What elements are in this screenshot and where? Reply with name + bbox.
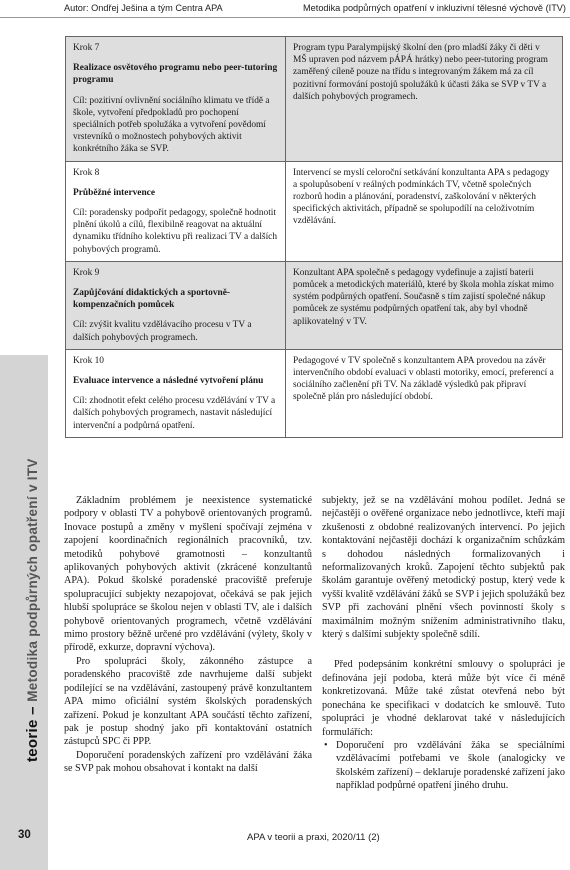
step-title: Zapůjčování didaktických a sportovně-kompenzačních pomůcek bbox=[73, 288, 231, 311]
table-row bbox=[66, 161, 563, 261]
paragraph: Doporučení poradenských zařízení pro vzdělávání žáka se SVP pak mohou obsahovat i kontakt na další bbox=[64, 749, 312, 775]
step-cell bbox=[66, 261, 286, 349]
step-description: Pedagogové v TV společně s konzultantem APA provedou na závěr intervenčního období evaluaci v oblasti motoriky, emocí, preferencí a sociálního začlenění při TV. Na základě výsledků pak připraví společně plán pro následující období. bbox=[286, 349, 563, 437]
journal-citation: APA v teorii a praxi, 2020/11 (2) bbox=[247, 832, 380, 843]
paragraph: Před podepsáním konkrétní smlouvy o spolupráci je definována její podoba, která může být více či méně konkretizovaná. Může také zůstat otevřená nebo být ponechána ke specifikaci v dodatcích ke smlouvě. Tuto spolupráci je vhodné deklarovat také v následujících formulářích: bbox=[322, 659, 565, 738]
list-item: • Doporučení pro vzdělávání žáka se speciálními vzdělávacími potřebami ve škole (analogicky ve školském zařízení) – deklaruje poradenské zařízení jako například podpůrné opatření jiného druhu. bbox=[322, 739, 565, 793]
step-cell bbox=[66, 161, 286, 261]
header-rule bbox=[0, 17, 570, 18]
sidebar-label bbox=[24, 458, 41, 762]
page-number: 30 bbox=[18, 829, 31, 841]
step-label: Krok 8 bbox=[73, 167, 100, 178]
body-column-left bbox=[64, 494, 312, 776]
paragraph: subjekty, jež se na vzdělávání mohou podílet. Jedná se nejčastěji o ověřené organizace nebo jednotlivce, kteří mají zkušenosti z obdobné realizovaných intervencí. Po jejich kontaktování nejčastěji dochází k organizačním schůzkám s dohodou následných formalizovaných i neformalizovaných kroků. Zapojení těchto subjektů pak školám garantuje ověřený metodický postup, který vede k vyšší kvalitě vzdělávání žáků se SVP i jejich spolužáků bez SVP při zachování plnění všech povinností školy s maximálním možným snížením administrativního tlaku, který s dalšími subjekty společně sdílí. bbox=[322, 495, 565, 641]
step-cell bbox=[66, 37, 286, 162]
step-goal: Cíl: poradensky podpořit pedagogy, společně hodnotit plnění úkolů a cílů, flexibilně reagovat na aktuální dynamiku třídního kolektivu při realizaci TV a dalších pohybových programů. bbox=[73, 208, 278, 255]
header-title: Metodika podpůrných opatření v inkluzivní tělesné výchově (ITV) bbox=[303, 3, 566, 13]
table-row bbox=[66, 261, 563, 349]
step-title: Průběžné intervence bbox=[73, 187, 156, 198]
step-description: Intervencí se myslí celoroční setkávání konzultanta APA s pedagogy a spolupůsobení v reálných podmínkách TV, včetně společných rozborů hodin a plánování, poradenství, zaškolování v některých specifických aktivitách, případně se spolupodílí na celoživotním vzdělávání. bbox=[286, 161, 563, 261]
step-cell bbox=[66, 349, 286, 437]
paragraph: Základním problémem je neexistence systematické podpory v oblasti TV a pohybově orientovaných programů. Inovace postupů a změny v myšlení spočívají zejména v zapojení koordinačních regionálních pracovníků, tzv. metodiků pohybové gramotnosti – konzultantů aplikovaných pohybových aktivit (zkrácené konzultantů APA). Pokud školské poradenské pracoviště preferuje spolupracující subjekty nezapojovat, očekává se pak jejich hlubší spolupráce se školou nejen v oblasti TV, ale i dalších pohybově orientovaných programech, včetně vzdělávání mimo prostory běžně určené pro vzdělávání (výlety, školy v přírodě, exkurze, dopravní výchova). bbox=[64, 495, 312, 654]
step-description: Konzultant APA společně s pedagogy vydefinuje a zajistí baterii pomůcek a metodických materiálů, které by škola mohla získat mimo systém podpůrných opatření. Současně s tím zajistí společné nákup pomůcek ze systému podpůrných opatření tak, aby byl vhodně aplikovatelný v TV. bbox=[286, 261, 563, 349]
header-author: Autor: Ondřej Ješina a tým Centra APA bbox=[64, 3, 223, 13]
step-goal: Cíl: pozitivní ovlivnění sociálního klimatu ve třídě a škole, vytvoření předpokladů pro pochopení speciálních potřeb spolužáka a vytvoření povědomí vrstevníků o možnostech pohybových aktivit konkrétního žáka se SVP. bbox=[73, 95, 270, 155]
steps-table bbox=[65, 36, 563, 438]
sidebar-title: Metodika podpůrných opatření v ITV bbox=[25, 458, 40, 702]
step-title: Realizace osvětového programu nebo peer-tutoring programu bbox=[73, 63, 278, 86]
step-goal: Cíl: zhodnotit efekt celého procesu vzdělávání v TV a dalších pohybových programech, nastavit následující intervenční a podpůrná opatření. bbox=[73, 396, 276, 431]
page-footer bbox=[0, 826, 570, 870]
sidebar-prefix: teorie – bbox=[24, 701, 41, 762]
table-row bbox=[66, 37, 563, 162]
body-column-right bbox=[322, 494, 565, 793]
step-label: Krok 10 bbox=[73, 355, 104, 366]
step-label: Krok 9 bbox=[73, 267, 100, 278]
step-goal: Cíl: zvýšit kvalitu vzdělávacího procesu v TV a dalších pohybových programech. bbox=[73, 320, 252, 343]
step-label: Krok 7 bbox=[73, 43, 100, 53]
step-description: Program typu Paralympijský školní den (pro mladší žáky či děti v MŠ upraven pod názvem pÁPÁ hrátky) nebo peer-tutoring program zaměřený cíleně pouze na třídu s integrovaným žákem má za cíl pozitivní formování postojů spolužáků k účasti žáka se SVP v TV a dalších pohybových programech. bbox=[286, 37, 563, 162]
step-title: Evaluace intervence a následné vytvoření plánu bbox=[73, 376, 264, 387]
bullet-list bbox=[322, 739, 565, 793]
table-row bbox=[66, 349, 563, 437]
paragraph: Pro spolupráci školy, zákonného zástupce a poradenského pracoviště zde navrhujeme další subjekt podílející se na vzdělávání, zastoupený právě konzultantem APA mimo oficiální systém školských poradenských zařízení. Pokud je konzultant APA součástí těchto zařízení, pak je postup shodný jako při kontaktování ostatních zástupců SPC či PPP. bbox=[64, 655, 312, 748]
page-header bbox=[0, 0, 570, 22]
